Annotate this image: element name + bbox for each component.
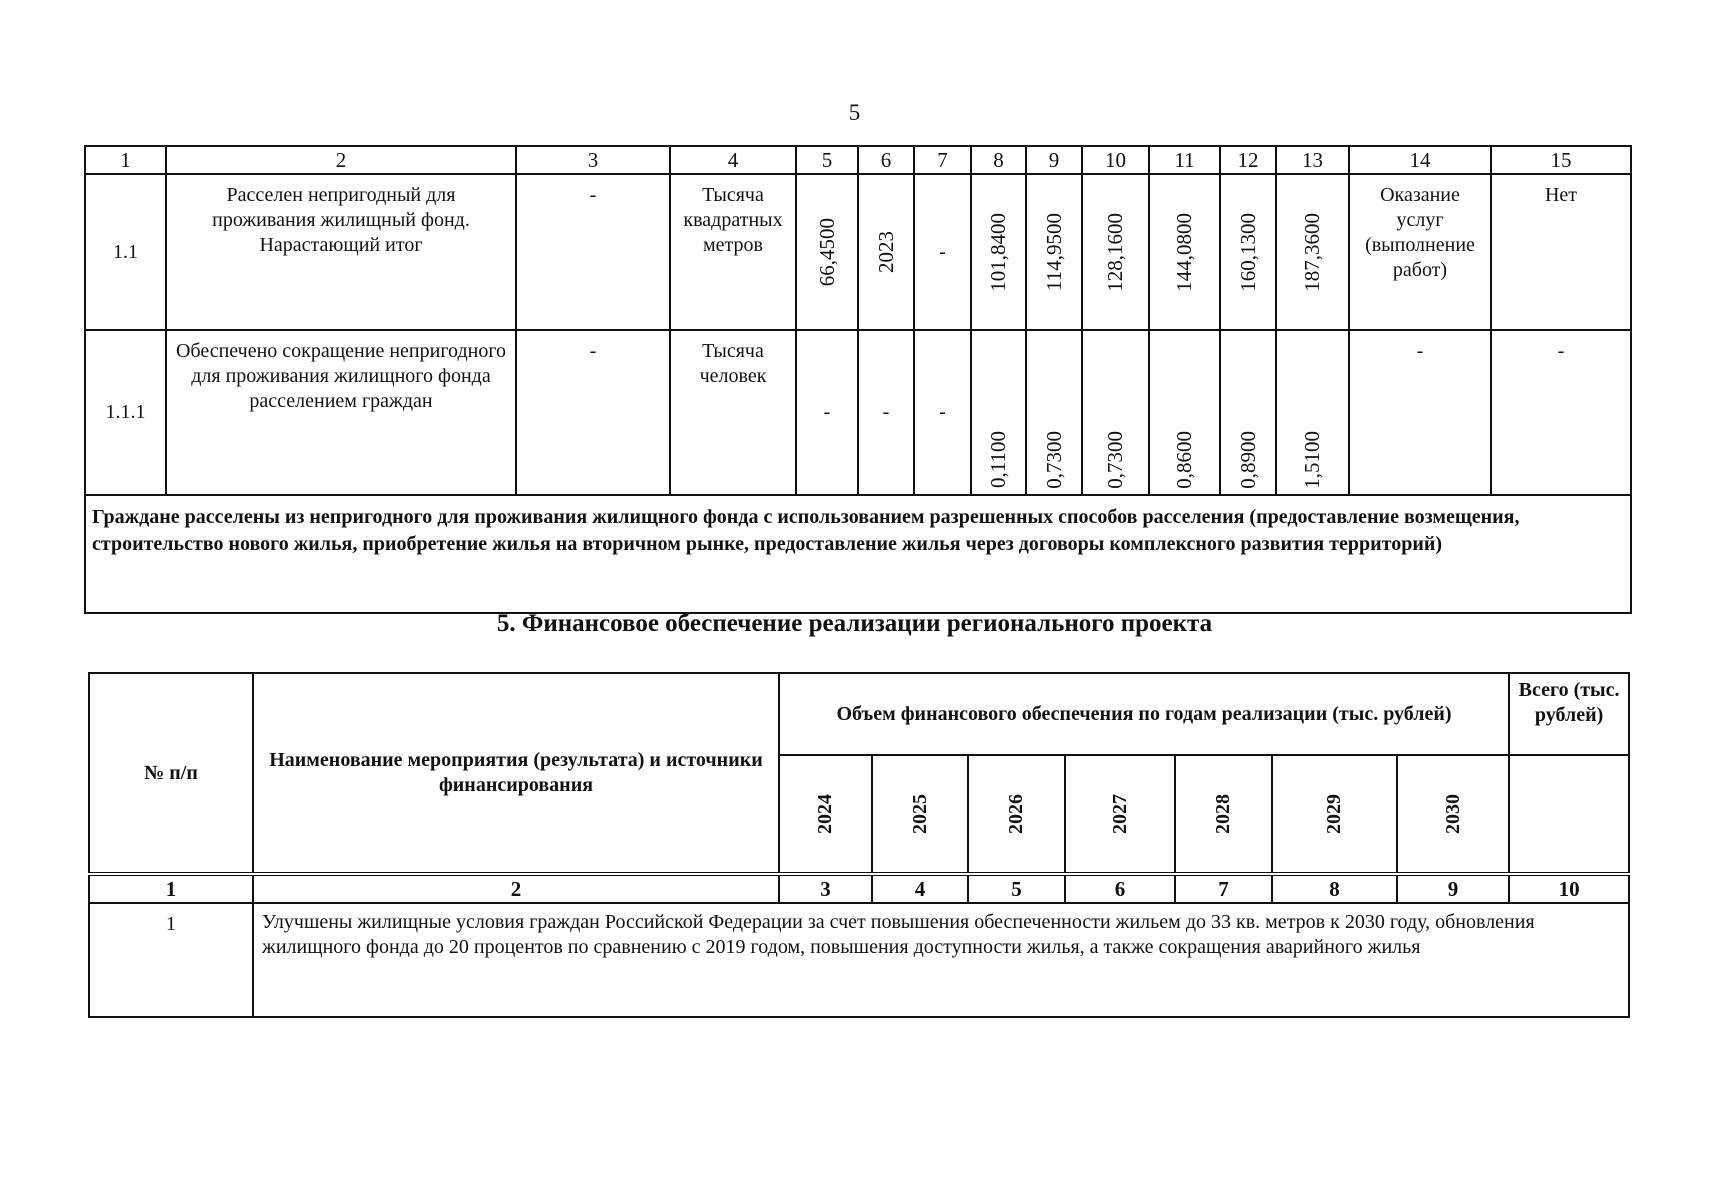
value-2027: 144,0800	[1172, 212, 1197, 292]
finance-header-row	[89, 673, 1629, 755]
col-header: 5	[796, 146, 858, 174]
year-cell	[872, 755, 968, 874]
value-cell	[1149, 174, 1220, 330]
table1-header-row	[85, 146, 1631, 174]
value-2026: 128,1600	[1103, 212, 1128, 292]
row-number: 1.1.1	[85, 330, 166, 495]
col-header: 12	[1220, 146, 1276, 174]
col-header: 7	[914, 146, 971, 174]
result-type: Оказание услуг (выполнение работ)	[1349, 174, 1491, 330]
value-2025: 114,9500	[1041, 213, 1066, 292]
year-cell	[968, 755, 1065, 874]
col-number: 7	[1175, 874, 1272, 903]
base-value: 66,4500	[814, 218, 839, 287]
year-cell	[1065, 755, 1175, 874]
cell-col3: -	[516, 174, 670, 330]
year-label: 2029	[1323, 794, 1345, 834]
year-cell	[779, 755, 872, 874]
year-cell	[1175, 755, 1272, 874]
finance-numbering-row	[89, 874, 1629, 903]
col-header: 13	[1276, 146, 1349, 174]
value-2027: 0,8600	[1172, 430, 1197, 489]
col-number: 2	[253, 874, 779, 903]
year-label: 2030	[1441, 794, 1464, 834]
col-header-num: № п/п	[89, 673, 253, 874]
table-row	[85, 174, 1631, 330]
value-2028: 0,8900	[1235, 430, 1260, 489]
value-2025: 0,7300	[1041, 430, 1066, 489]
row-number: 1.1	[85, 174, 166, 330]
col-number: 10	[1509, 874, 1629, 903]
base-value: -	[796, 330, 858, 495]
col-header-total: Всего (тыс. рублей)	[1509, 673, 1629, 755]
col-header: 14	[1349, 146, 1491, 174]
value-cell	[1082, 174, 1149, 330]
indicator-name: Расселен непригодный для проживания жилищный фонд. Нарастающий итог	[166, 174, 516, 330]
value-cell	[1026, 174, 1082, 330]
value-2024: 101,8400	[986, 212, 1011, 292]
col-number: 9	[1397, 874, 1509, 903]
cell-col7: -	[914, 330, 971, 495]
col-number: 4	[872, 874, 968, 903]
value-2030: 187,3600	[1300, 212, 1325, 292]
value-cell	[1149, 330, 1220, 495]
indicators-table	[84, 145, 1632, 614]
value-2028: 160,1300	[1235, 212, 1260, 292]
col-header: 9	[1026, 146, 1082, 174]
col-header-volume: Объем финансового обеспечения по годам реализации (тыс. рублей)	[779, 673, 1509, 755]
cell-col7: -	[914, 174, 971, 330]
value-cell	[1026, 330, 1082, 495]
col-header: 4	[670, 146, 796, 174]
unit-cell: Тысяча человек	[670, 330, 796, 495]
cell-col3: -	[516, 330, 670, 495]
col-header: 1	[85, 146, 166, 174]
base-year: -	[858, 330, 914, 495]
base-year: 2023	[873, 231, 898, 274]
note-row	[85, 495, 1631, 613]
year-label: 2028	[1212, 794, 1234, 834]
row-number: 1	[89, 903, 253, 1017]
value-cell	[971, 330, 1026, 495]
value-cell	[1082, 330, 1149, 495]
unit-cell: Тысяча квадратных метров	[670, 174, 796, 330]
col-header: 2	[166, 146, 516, 174]
value-2030: 1,5100	[1300, 430, 1325, 489]
result-description: Улучшены жилищные условия граждан Российской Федерации за счет повышения обеспеченности жильем до 33 кв. метров к 2030 году, обновления жилищного фонда до 20 процентов по сравнению с 2019 годом, повышения доступности жилья, а также сокращения аварийного жилья	[253, 903, 1629, 1017]
table-row	[89, 903, 1629, 1017]
col-number: 8	[1272, 874, 1397, 903]
indicator-name: Обеспечено сокращение непригодного для проживания жилищного фонда расселением граждан	[166, 330, 516, 495]
page-number: 5	[848, 100, 861, 125]
col-header: 15	[1491, 146, 1631, 174]
col-number: 1	[89, 874, 253, 903]
value-cell	[971, 174, 1026, 330]
value-2024: 0,1100	[986, 431, 1011, 489]
col-header: 11	[1149, 146, 1220, 174]
total-empty-cell	[1509, 755, 1629, 874]
value-cell	[1276, 174, 1349, 330]
base-value-cell	[796, 174, 858, 330]
value-2026: 0,7300	[1103, 430, 1128, 489]
value-cell	[1220, 174, 1276, 330]
year-label: 2025	[908, 794, 931, 834]
value-cell	[1220, 330, 1276, 495]
note-text: Граждане расселены из непригодного для проживания жилищного фонда с использованием разрешенных способов расселения (предоставление возмещения, строительство нового жилья, приобретение жилья на вторичном рынке, предоставление жилья через договоры комплексного развития территорий)	[85, 495, 1631, 613]
flag-cell: Нет	[1491, 174, 1631, 330]
col-number: 3	[779, 874, 872, 903]
year-label: 2026	[1005, 794, 1027, 834]
col-header: 8	[971, 146, 1026, 174]
col-header-name: Наименование мероприятия (результата) и источники финансирования	[253, 673, 779, 874]
section-title: 5. Финансовое обеспечение реализации регионального проекта	[496, 610, 1213, 637]
col-header: 10	[1082, 146, 1149, 174]
table-row	[85, 330, 1631, 495]
result-type: -	[1349, 330, 1491, 495]
col-header: 6	[858, 146, 914, 174]
flag-cell: -	[1491, 330, 1631, 495]
year-label: 2027	[1108, 794, 1131, 834]
year-cell	[1397, 755, 1509, 874]
year-label: 2024	[814, 794, 836, 834]
col-number: 6	[1065, 874, 1175, 903]
year-cell	[1272, 755, 1397, 874]
value-cell	[1276, 330, 1349, 495]
col-header: 3	[516, 146, 670, 174]
finance-table	[88, 672, 1630, 1018]
col-number: 5	[968, 874, 1065, 903]
base-year-cell	[858, 174, 914, 330]
